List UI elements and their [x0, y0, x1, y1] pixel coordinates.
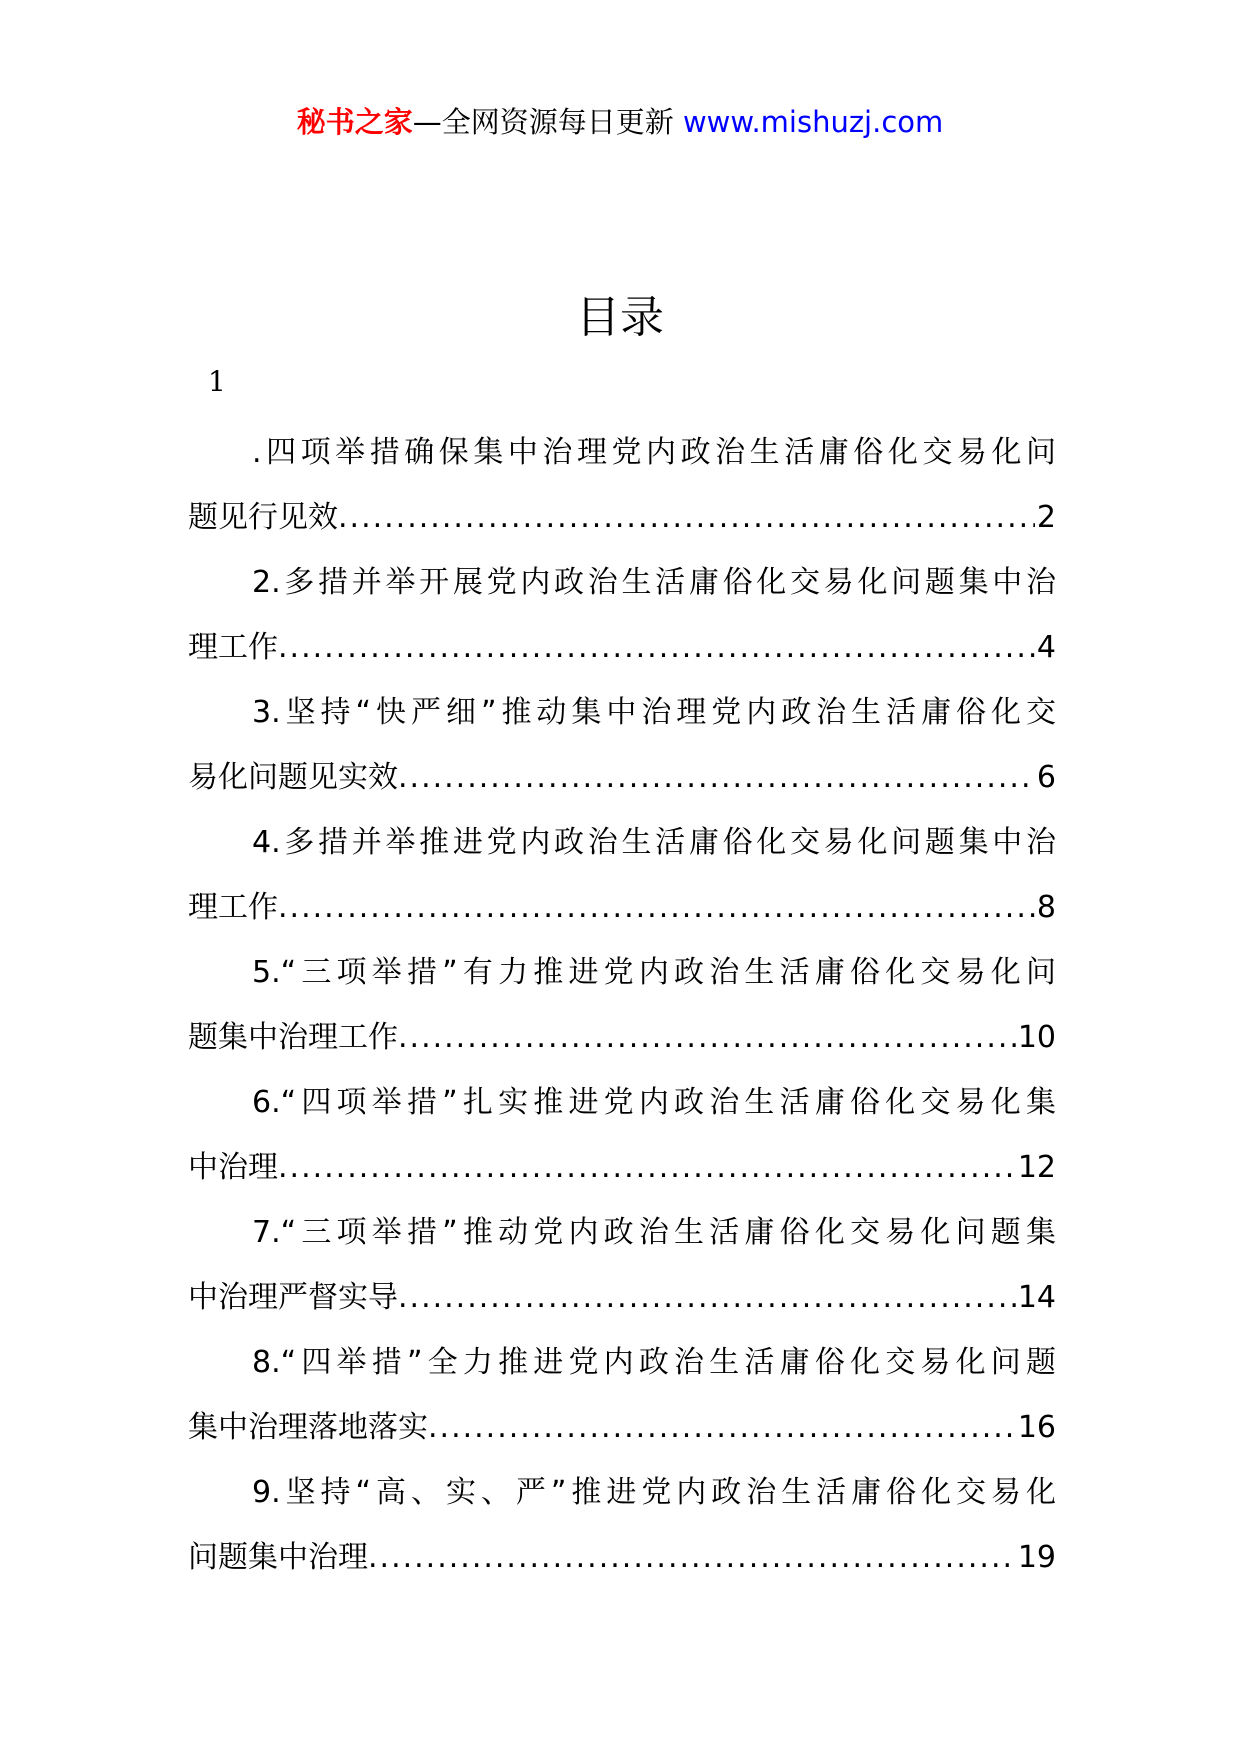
toc-entry-title: 6.“四项举措”扎实推进党内政治生活庸俗化交易化集: [252, 1085, 1056, 1120]
toc-entry-title: 7.“三项举措”推动党内政治生活庸俗化交易化问题集: [252, 1215, 1056, 1250]
toc-entry-continuation: [188, 1005, 1056, 1070]
toc-page-number: 19: [1017, 1540, 1056, 1575]
dot-leader: [278, 615, 1035, 680]
toc-page-number: 4: [1036, 630, 1056, 665]
toc-entry-title-end: 理工作: [188, 890, 278, 925]
toc-entry-title: 8.“四举措”全力推进党内政治生活庸俗化交易化问题: [252, 1345, 1056, 1380]
toc-entry-continuation: [188, 875, 1056, 940]
toc-entry[interactable]: [188, 940, 1056, 1070]
toc-entry[interactable]: [188, 550, 1056, 680]
toc-entry-title-end: 理工作: [188, 630, 278, 665]
page-title: 目录: [576, 292, 664, 343]
dot-leader: [428, 1395, 1016, 1460]
toc-page-number: 6: [1036, 760, 1056, 795]
dot-leader: [398, 745, 1035, 810]
toc-entry-title-end: 问题集中治理: [188, 1540, 368, 1575]
dot-leader: [278, 1135, 1016, 1200]
toc-entry-title-end: 易化问题见实效: [188, 760, 398, 795]
toc-entry[interactable]: [188, 420, 1056, 550]
toc-page-number: 16: [1017, 1410, 1056, 1445]
dot-leader: [398, 1265, 1016, 1330]
toc-page-number: 10: [1017, 1020, 1056, 1055]
toc-entry-title: .四项举措确保集中治理党内政治生活庸俗化交易化问: [252, 435, 1056, 470]
site-name: 秘书之家: [296, 105, 413, 139]
toc-entry-continuation: [188, 745, 1056, 810]
toc-entry-title-end: 题集中治理工作: [188, 1020, 398, 1055]
toc-entry-title-end: 中治理: [188, 1150, 278, 1185]
dot-leader: [398, 1005, 1016, 1070]
toc-entry-title: 9.坚持“高、实、严”推进党内政治生活庸俗化交易化: [252, 1475, 1056, 1510]
toc-entry[interactable]: [188, 1460, 1056, 1590]
toc-entry[interactable]: [188, 680, 1056, 810]
toc-entry-continuation: [188, 1525, 1056, 1590]
toc-page-number: 8: [1036, 890, 1056, 925]
toc-entry-continuation: [188, 1395, 1056, 1460]
toc-entry-title: 5.“三项举措”有力推进党内政治生活庸俗化交易化问: [252, 955, 1056, 990]
toc-entry-continuation: [188, 1265, 1056, 1330]
dot-leader: [368, 1525, 1016, 1590]
toc-entry-continuation: [188, 485, 1056, 550]
site-url-link[interactable]: www.mishuzj.com: [682, 105, 944, 139]
toc-entry[interactable]: [188, 810, 1056, 940]
toc-entry[interactable]: [188, 1330, 1056, 1460]
toc-entry-title-end: 集中治理落地落实: [188, 1410, 428, 1445]
toc-entry-continuation: [188, 1135, 1056, 1200]
toc-entry-title: 2.多措并举开展党内政治生活庸俗化交易化问题集中治: [252, 565, 1056, 600]
toc-entry-title-end: 题见行见效: [188, 500, 338, 535]
dot-leader: [338, 485, 1035, 550]
toc-entry[interactable]: [188, 1070, 1056, 1200]
site-tagline: —全网资源每日更新: [412, 105, 674, 139]
toc-entry-continuation: [188, 615, 1056, 680]
toc-page-number: 2: [1036, 500, 1056, 535]
page-header: [0, 100, 1240, 144]
toc-entry[interactable]: [188, 1200, 1056, 1330]
toc-page-number: 14: [1017, 1280, 1056, 1315]
toc-entry-title-end: 中治理严督实导: [188, 1280, 398, 1315]
toc-entry-title: 4.多措并举推进党内政治生活庸俗化交易化问题集中治: [252, 825, 1056, 860]
toc-page-number: 12: [1017, 1150, 1056, 1185]
stray-number: 1: [208, 365, 226, 398]
dot-leader: [278, 875, 1035, 940]
toc-entry-title: 3.坚持“快严细”推动集中治理党内政治生活庸俗化交: [252, 695, 1056, 730]
table-of-contents: [188, 420, 1056, 1590]
